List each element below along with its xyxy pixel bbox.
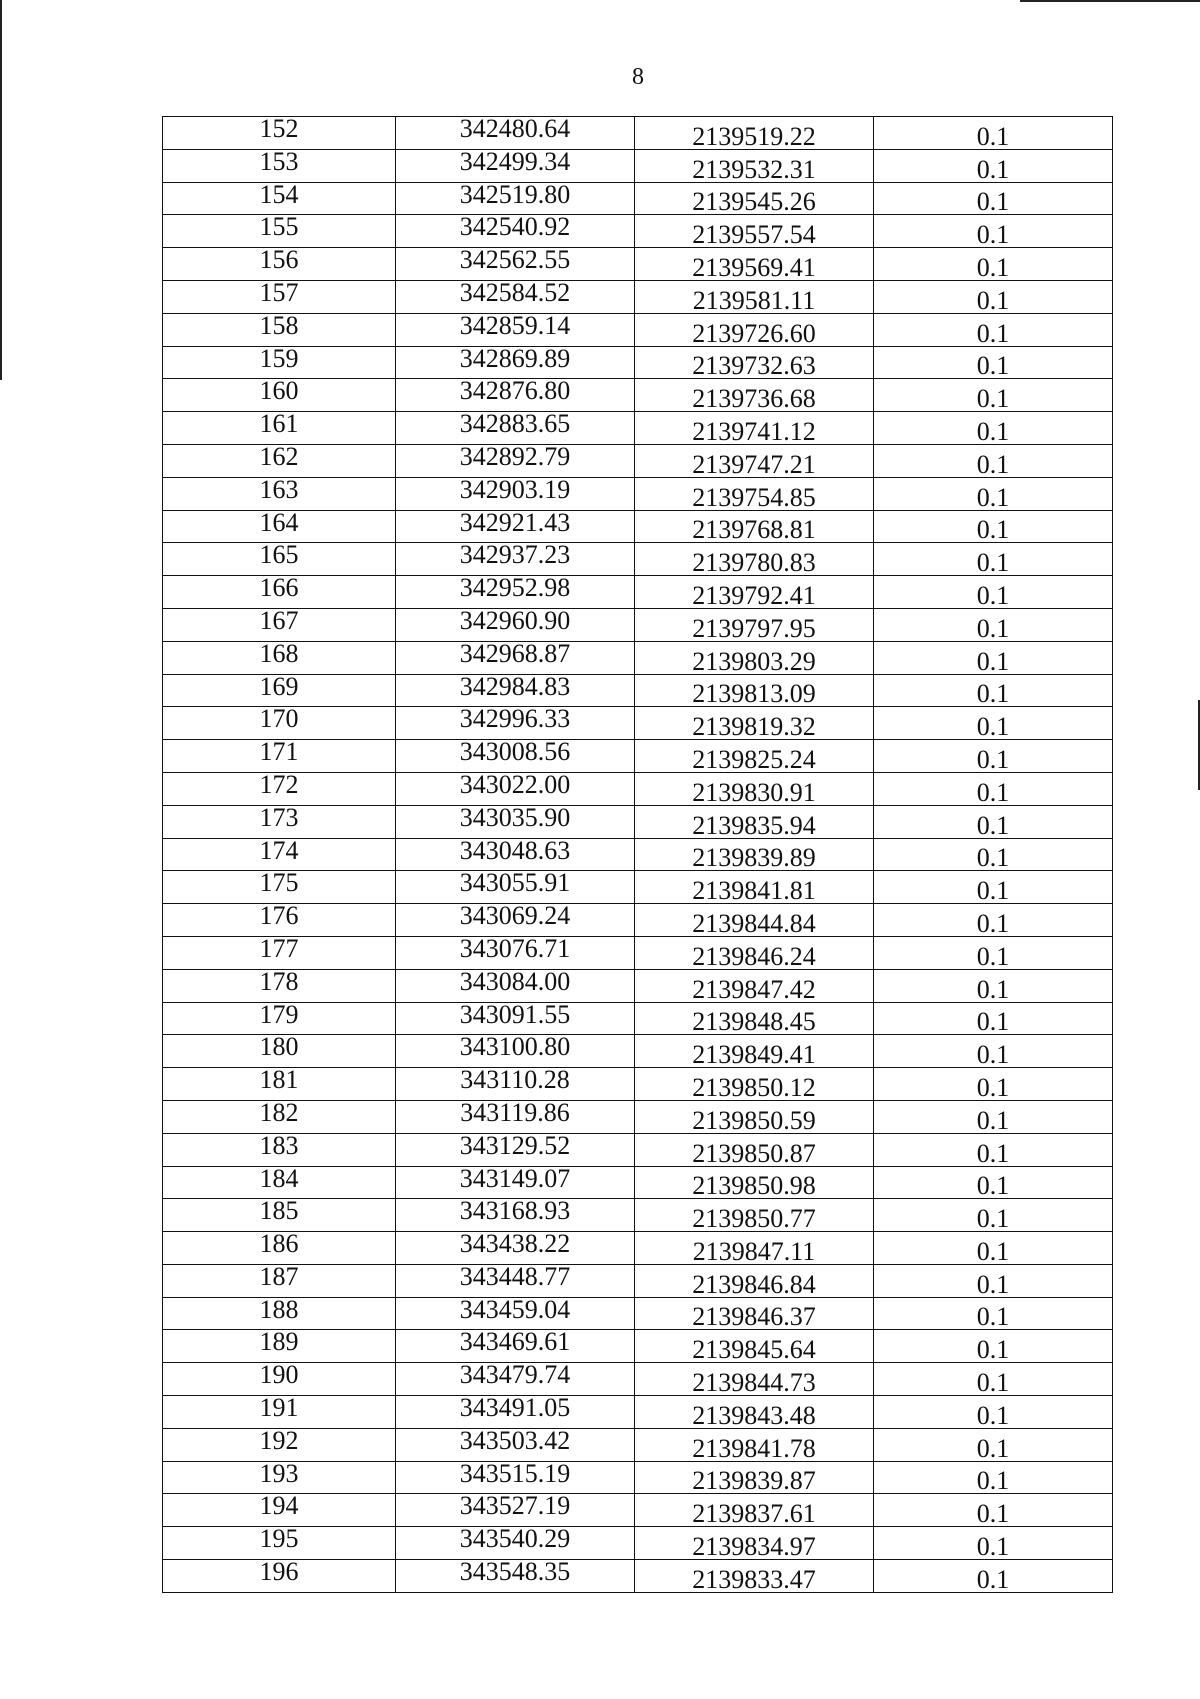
x-coordinate-cell: 343438.22 [396, 1232, 635, 1265]
y-coordinate-cell: 2139847.11 [635, 1232, 874, 1265]
table-row [163, 1396, 1113, 1429]
x-coordinate-cell: 343527.19 [396, 1494, 635, 1527]
x-coordinate-cell: 343448.77 [396, 1264, 635, 1297]
y-coordinate-cell: 2139839.89 [635, 838, 874, 871]
table-row [163, 1199, 1113, 1232]
value-cell: 0.1 [874, 1133, 1113, 1166]
y-coordinate-cell: 2139726.60 [635, 313, 874, 346]
value-cell: 0.1 [874, 444, 1113, 477]
value-cell: 0.1 [874, 1428, 1113, 1461]
table-row [163, 707, 1113, 740]
x-coordinate-cell: 343540.29 [396, 1527, 635, 1560]
y-coordinate-cell: 2139825.24 [635, 740, 874, 773]
value-cell: 0.1 [874, 1068, 1113, 1101]
table-row [163, 543, 1113, 576]
value-cell: 0.1 [874, 1264, 1113, 1297]
value-cell: 0.1 [874, 543, 1113, 576]
value-cell: 0.1 [874, 346, 1113, 379]
x-coordinate-cell: 343168.93 [396, 1199, 635, 1232]
point-number-cell: 175 [163, 871, 396, 904]
point-number-cell: 195 [163, 1527, 396, 1560]
y-coordinate-cell: 2139850.59 [635, 1100, 874, 1133]
point-number-cell: 159 [163, 346, 396, 379]
scan-edge-top [1020, 0, 1200, 2]
value-cell: 0.1 [874, 904, 1113, 937]
x-coordinate-cell: 342892.79 [396, 444, 635, 477]
point-number-cell: 176 [163, 904, 396, 937]
value-cell: 0.1 [874, 149, 1113, 182]
y-coordinate-cell: 2139747.21 [635, 444, 874, 477]
point-number-cell: 161 [163, 412, 396, 445]
table-row [163, 346, 1113, 379]
x-coordinate-cell: 342921.43 [396, 510, 635, 543]
point-number-cell: 184 [163, 1166, 396, 1199]
x-coordinate-cell: 342584.52 [396, 280, 635, 313]
y-coordinate-cell: 2139830.91 [635, 772, 874, 805]
y-coordinate-cell: 2139754.85 [635, 477, 874, 510]
x-coordinate-cell: 343469.61 [396, 1330, 635, 1363]
y-coordinate-cell: 2139741.12 [635, 412, 874, 445]
table-row [163, 444, 1113, 477]
table-row [163, 1428, 1113, 1461]
value-cell: 0.1 [874, 576, 1113, 609]
table-row [163, 477, 1113, 510]
value-cell: 0.1 [874, 1461, 1113, 1494]
x-coordinate-cell: 343055.91 [396, 871, 635, 904]
y-coordinate-cell: 2139732.63 [635, 346, 874, 379]
table-row [163, 1363, 1113, 1396]
value-cell: 0.1 [874, 740, 1113, 773]
point-number-cell: 157 [163, 280, 396, 313]
table-row [163, 1560, 1113, 1593]
table-row [163, 117, 1113, 150]
x-coordinate-cell: 343119.86 [396, 1100, 635, 1133]
y-coordinate-cell: 2139557.54 [635, 215, 874, 248]
value-cell: 0.1 [874, 1002, 1113, 1035]
value-cell: 0.1 [874, 1166, 1113, 1199]
table-row [163, 1494, 1113, 1527]
table-row [163, 379, 1113, 412]
x-coordinate-cell: 342859.14 [396, 313, 635, 346]
y-coordinate-cell: 2139835.94 [635, 805, 874, 838]
point-number-cell: 156 [163, 248, 396, 281]
value-cell: 0.1 [874, 117, 1113, 150]
point-number-cell: 163 [163, 477, 396, 510]
point-number-cell: 165 [163, 543, 396, 576]
point-number-cell: 182 [163, 1100, 396, 1133]
y-coordinate-cell: 2139519.22 [635, 117, 874, 150]
y-coordinate-cell: 2139545.26 [635, 182, 874, 215]
table-row [163, 313, 1113, 346]
point-number-cell: 160 [163, 379, 396, 412]
point-number-cell: 185 [163, 1199, 396, 1232]
y-coordinate-cell: 2139819.32 [635, 707, 874, 740]
value-cell: 0.1 [874, 1232, 1113, 1265]
x-coordinate-cell: 343503.42 [396, 1428, 635, 1461]
x-coordinate-cell: 342968.87 [396, 641, 635, 674]
x-coordinate-cell: 342960.90 [396, 608, 635, 641]
table-row [163, 280, 1113, 313]
table-row [163, 608, 1113, 641]
table-row [163, 576, 1113, 609]
x-coordinate-cell: 343149.07 [396, 1166, 635, 1199]
y-coordinate-cell: 2139846.84 [635, 1264, 874, 1297]
point-number-cell: 169 [163, 674, 396, 707]
point-number-cell: 188 [163, 1297, 396, 1330]
table-row [163, 641, 1113, 674]
y-coordinate-cell: 2139844.73 [635, 1363, 874, 1396]
x-coordinate-cell: 342499.34 [396, 149, 635, 182]
x-coordinate-cell: 343515.19 [396, 1461, 635, 1494]
value-cell: 0.1 [874, 248, 1113, 281]
x-coordinate-cell: 342984.83 [396, 674, 635, 707]
x-coordinate-cell: 342869.89 [396, 346, 635, 379]
x-coordinate-cell: 343035.90 [396, 805, 635, 838]
y-coordinate-cell: 2139792.41 [635, 576, 874, 609]
x-coordinate-cell: 343491.05 [396, 1396, 635, 1429]
point-number-cell: 186 [163, 1232, 396, 1265]
y-coordinate-cell: 2139813.09 [635, 674, 874, 707]
x-coordinate-cell: 342903.19 [396, 477, 635, 510]
table-row [163, 1035, 1113, 1068]
point-number-cell: 155 [163, 215, 396, 248]
y-coordinate-cell: 2139803.29 [635, 641, 874, 674]
table-row [163, 1133, 1113, 1166]
table-row [163, 248, 1113, 281]
page-number: 8 [632, 64, 644, 90]
table-row [163, 772, 1113, 805]
point-number-cell: 168 [163, 641, 396, 674]
x-coordinate-cell: 343100.80 [396, 1035, 635, 1068]
y-coordinate-cell: 2139850.98 [635, 1166, 874, 1199]
point-number-cell: 196 [163, 1560, 396, 1593]
point-number-cell: 154 [163, 182, 396, 215]
point-number-cell: 189 [163, 1330, 396, 1363]
value-cell: 0.1 [874, 1100, 1113, 1133]
y-coordinate-cell: 2139834.97 [635, 1527, 874, 1560]
value-cell: 0.1 [874, 1363, 1113, 1396]
value-cell: 0.1 [874, 182, 1113, 215]
point-number-cell: 171 [163, 740, 396, 773]
point-number-cell: 177 [163, 936, 396, 969]
table-row [163, 1264, 1113, 1297]
value-cell: 0.1 [874, 280, 1113, 313]
y-coordinate-cell: 2139581.11 [635, 280, 874, 313]
table-row [163, 1330, 1113, 1363]
x-coordinate-cell: 342996.33 [396, 707, 635, 740]
table-row [163, 871, 1113, 904]
y-coordinate-cell: 2139850.87 [635, 1133, 874, 1166]
x-coordinate-cell: 343479.74 [396, 1363, 635, 1396]
y-coordinate-cell: 2139846.24 [635, 936, 874, 969]
point-number-cell: 180 [163, 1035, 396, 1068]
x-coordinate-cell: 343129.52 [396, 1133, 635, 1166]
point-number-cell: 158 [163, 313, 396, 346]
value-cell: 0.1 [874, 1396, 1113, 1429]
y-coordinate-cell: 2139569.41 [635, 248, 874, 281]
table-row [163, 674, 1113, 707]
value-cell: 0.1 [874, 871, 1113, 904]
x-coordinate-cell: 343022.00 [396, 772, 635, 805]
table-row [163, 1461, 1113, 1494]
point-number-cell: 178 [163, 969, 396, 1002]
point-number-cell: 183 [163, 1133, 396, 1166]
value-cell: 0.1 [874, 215, 1113, 248]
table-row [163, 1166, 1113, 1199]
y-coordinate-cell: 2139532.31 [635, 149, 874, 182]
table-row [163, 510, 1113, 543]
point-number-cell: 170 [163, 707, 396, 740]
value-cell: 0.1 [874, 1297, 1113, 1330]
value-cell: 0.1 [874, 838, 1113, 871]
x-coordinate-cell: 343076.71 [396, 936, 635, 969]
point-number-cell: 152 [163, 117, 396, 150]
y-coordinate-cell: 2139843.48 [635, 1396, 874, 1429]
point-number-cell: 179 [163, 1002, 396, 1035]
x-coordinate-cell: 343084.00 [396, 969, 635, 1002]
point-number-cell: 164 [163, 510, 396, 543]
value-cell: 0.1 [874, 1494, 1113, 1527]
table-row [163, 1527, 1113, 1560]
y-coordinate-cell: 2139797.95 [635, 608, 874, 641]
value-cell: 0.1 [874, 707, 1113, 740]
table-row [163, 1002, 1113, 1035]
y-coordinate-cell: 2139841.78 [635, 1428, 874, 1461]
point-number-cell: 174 [163, 838, 396, 871]
table-row [163, 936, 1113, 969]
x-coordinate-cell: 343091.55 [396, 1002, 635, 1035]
x-coordinate-cell: 342952.98 [396, 576, 635, 609]
table-row [163, 904, 1113, 937]
x-coordinate-cell: 343548.35 [396, 1560, 635, 1593]
table-row [163, 1068, 1113, 1101]
point-number-cell: 192 [163, 1428, 396, 1461]
point-number-cell: 187 [163, 1264, 396, 1297]
table-row [163, 1100, 1113, 1133]
table-row [163, 740, 1113, 773]
y-coordinate-cell: 2139849.41 [635, 1035, 874, 1068]
table-row [163, 969, 1113, 1002]
point-number-cell: 173 [163, 805, 396, 838]
point-number-cell: 162 [163, 444, 396, 477]
y-coordinate-cell: 2139833.47 [635, 1560, 874, 1593]
y-coordinate-cell: 2139845.64 [635, 1330, 874, 1363]
coordinate-table-body [163, 114, 1113, 1594]
x-coordinate-cell: 343048.63 [396, 838, 635, 871]
value-cell: 0.1 [874, 1035, 1113, 1068]
y-coordinate-cell: 2139846.37 [635, 1297, 874, 1330]
value-cell: 0.1 [874, 969, 1113, 1002]
value-cell: 0.1 [874, 379, 1113, 412]
table-row [163, 1232, 1113, 1265]
point-number-cell: 172 [163, 772, 396, 805]
x-coordinate-cell: 343069.24 [396, 904, 635, 937]
y-coordinate-cell: 2139768.81 [635, 510, 874, 543]
table-row [163, 215, 1113, 248]
table-row [163, 838, 1113, 871]
value-cell: 0.1 [874, 608, 1113, 641]
x-coordinate-cell: 342562.55 [396, 248, 635, 281]
value-cell: 0.1 [874, 1527, 1113, 1560]
y-coordinate-cell: 2139837.61 [635, 1494, 874, 1527]
y-coordinate-cell: 2139841.81 [635, 871, 874, 904]
x-coordinate-cell: 342480.64 [396, 117, 635, 150]
value-cell: 0.1 [874, 477, 1113, 510]
point-number-cell: 194 [163, 1494, 396, 1527]
value-cell: 0.1 [874, 412, 1113, 445]
y-coordinate-cell: 2139844.84 [635, 904, 874, 937]
value-cell: 0.1 [874, 805, 1113, 838]
table-row [163, 412, 1113, 445]
value-cell: 0.1 [874, 1330, 1113, 1363]
table-row [163, 149, 1113, 182]
point-number-cell: 153 [163, 149, 396, 182]
value-cell: 0.1 [874, 674, 1113, 707]
point-number-cell: 193 [163, 1461, 396, 1494]
table-row [163, 182, 1113, 215]
x-coordinate-cell: 343008.56 [396, 740, 635, 773]
x-coordinate-cell: 342519.80 [396, 182, 635, 215]
table-row [163, 1297, 1113, 1330]
value-cell: 0.1 [874, 936, 1113, 969]
y-coordinate-cell: 2139850.12 [635, 1068, 874, 1101]
table-row [163, 805, 1113, 838]
value-cell: 0.1 [874, 641, 1113, 674]
value-cell: 0.1 [874, 313, 1113, 346]
x-coordinate-cell: 343459.04 [396, 1297, 635, 1330]
y-coordinate-cell: 2139736.68 [635, 379, 874, 412]
y-coordinate-cell: 2139847.42 [635, 969, 874, 1002]
x-coordinate-cell: 342876.80 [396, 379, 635, 412]
y-coordinate-cell: 2139848.45 [635, 1002, 874, 1035]
x-coordinate-cell: 343110.28 [396, 1068, 635, 1101]
point-number-cell: 190 [163, 1363, 396, 1396]
value-cell: 0.1 [874, 1560, 1113, 1593]
y-coordinate-cell: 2139850.77 [635, 1199, 874, 1232]
coordinate-table [162, 116, 1113, 1593]
point-number-cell: 166 [163, 576, 396, 609]
value-cell: 0.1 [874, 772, 1113, 805]
point-number-cell: 181 [163, 1068, 396, 1101]
point-number-cell: 167 [163, 608, 396, 641]
y-coordinate-cell: 2139780.83 [635, 543, 874, 576]
y-coordinate-cell: 2139839.87 [635, 1461, 874, 1494]
point-number-cell: 191 [163, 1396, 396, 1429]
x-coordinate-cell: 342883.65 [396, 412, 635, 445]
x-coordinate-cell: 342937.23 [396, 543, 635, 576]
value-cell: 0.1 [874, 510, 1113, 543]
value-cell: 0.1 [874, 1199, 1113, 1232]
x-coordinate-cell: 342540.92 [396, 215, 635, 248]
scan-edge-left [0, 0, 2, 380]
